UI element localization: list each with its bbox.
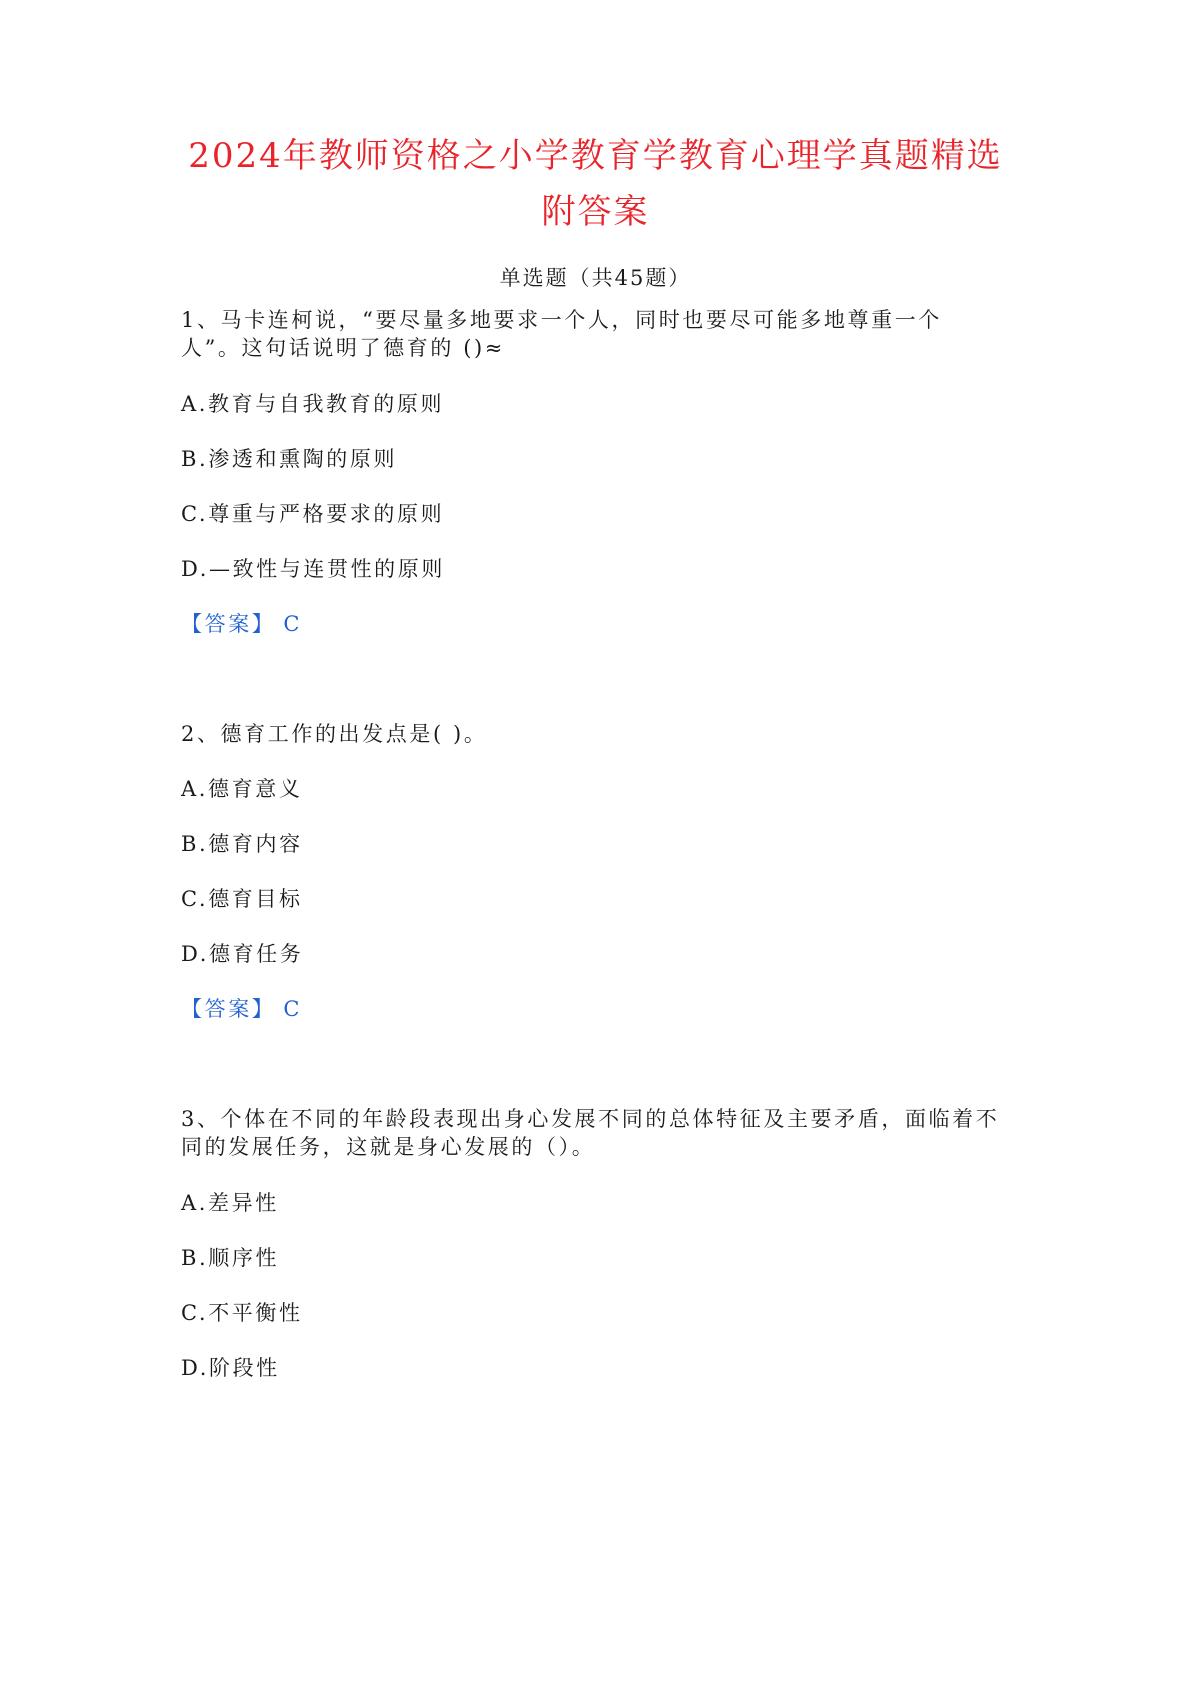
question-3-stem-line-1: 3、个体在不同的年龄段表现出身心发展不同的总体特征及主要矛盾，面临着不 [181, 1107, 1000, 1131]
answer-value: C [283, 612, 303, 636]
question-2-option-a: A.德育意义 [181, 777, 303, 801]
question-2-stem-line-1: 2、德育工作的出发点是( )。 [181, 722, 488, 746]
question-1-answer [181, 608, 302, 638]
question-3-option-c: C.不平衡性 [181, 1301, 303, 1325]
question-3-option-a: A.差异性 [181, 1191, 279, 1215]
document-title-line-1: 2024年教师资格之小学教育学教育心理学真题精选 [188, 136, 1003, 176]
question-2-option-b: B.德育内容 [181, 832, 303, 856]
question-2-answer [181, 993, 302, 1023]
question-3-option-d: D.阶段性 [181, 1356, 280, 1380]
question-2-option-d: D.德育任务 [181, 942, 304, 966]
question-1-stem-line-1: 1、马卡连柯说，“要尽量多地要求一个人，同时也要尽可能多地尊重一个 [181, 308, 942, 332]
question-2-option-c: C.德育目标 [181, 887, 303, 911]
answer-value: C [283, 997, 303, 1021]
question-1-option-b: B.渗透和熏陶的原则 [181, 447, 398, 471]
question-1-option-a: A.教育与自我教育的原则 [181, 392, 445, 416]
question-1-option-d: D.—致性与连贯性的原则 [181, 557, 445, 581]
question-1-stem-line-2: 人”。这句话说明了德育的 ()≈ [181, 336, 505, 360]
question-3-option-b: B.顺序性 [181, 1246, 280, 1270]
question-3-stem-line-2: 同的发展任务，这就是身心发展的（）。 [181, 1135, 596, 1159]
answer-label: 【答案】 [181, 612, 276, 636]
question-1-option-c: C.尊重与严格要求的原则 [181, 502, 445, 526]
answer-label: 【答案】 [181, 997, 276, 1021]
section-heading: 单选题（共45题） [499, 266, 692, 290]
document-title-line-2: 附答案 [541, 192, 650, 232]
